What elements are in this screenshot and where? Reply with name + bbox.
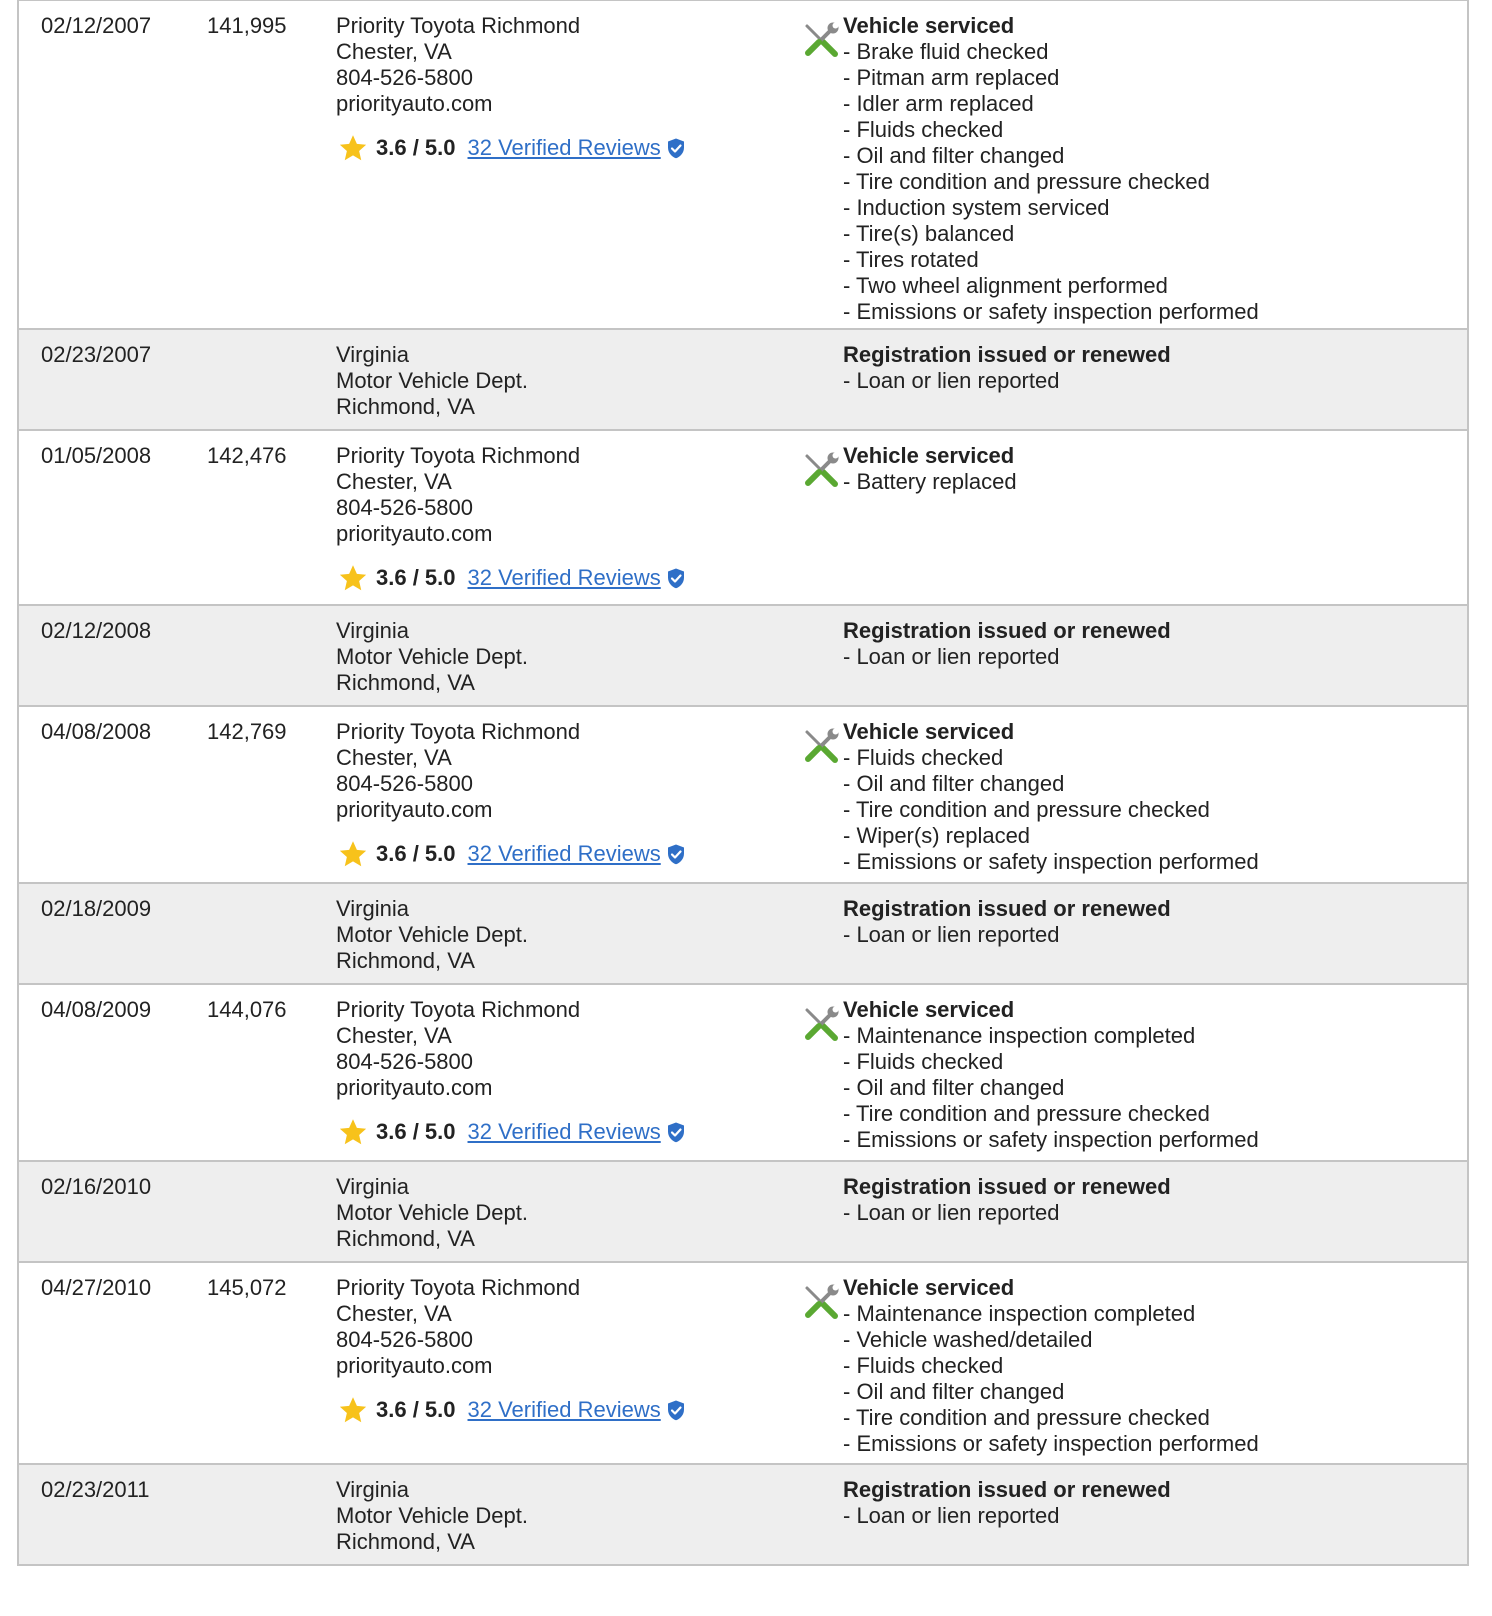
detail-item: - Loan or lien reported — [843, 1503, 1060, 1528]
source-line: priorityauto.com — [336, 91, 493, 116]
record-details — [843, 1275, 1259, 1457]
record-title: Registration issued or renewed — [843, 1477, 1171, 1502]
source-line: 804-526-5800 — [336, 1327, 474, 1352]
record-source — [336, 443, 685, 594]
star-icon — [338, 839, 368, 869]
record-source — [336, 1275, 685, 1426]
star-icon — [338, 563, 368, 593]
record-odometer: 145,072 — [207, 1275, 287, 1300]
record-source — [336, 896, 528, 974]
source-line: Virginia — [336, 1477, 409, 1502]
record-title: Vehicle serviced — [843, 13, 1015, 38]
source-line: Richmond, VA — [336, 670, 475, 695]
detail-item: - Battery replaced — [843, 469, 1017, 494]
source-line: Richmond, VA — [336, 1529, 475, 1554]
detail-item: - Emissions or safety inspection performed — [843, 1431, 1259, 1456]
record-source — [336, 1477, 528, 1555]
service-record — [19, 985, 1467, 1162]
registration-record — [19, 330, 1467, 431]
record-source — [336, 997, 685, 1148]
source-line: Virginia — [336, 618, 409, 643]
rating-score: 3.6 / 5.0 — [376, 841, 456, 866]
service-record — [19, 1263, 1467, 1465]
source-line: Motor Vehicle Dept. — [336, 368, 528, 393]
source-line: priorityauto.com — [336, 797, 493, 822]
service-tools-icon — [802, 1283, 840, 1321]
source-line: Priority Toyota Richmond — [336, 997, 581, 1022]
detail-item: - Tires rotated — [843, 247, 979, 272]
dealer-rating — [336, 838, 685, 870]
verified-reviews-link[interactable]: 32 Verified Reviews — [467, 1119, 661, 1144]
record-date: 04/08/2008 — [41, 719, 152, 744]
source-line: Virginia — [336, 1174, 409, 1199]
source-line: Richmond, VA — [336, 948, 475, 973]
rating-score: 3.6 / 5.0 — [376, 1397, 456, 1422]
verified-shield-icon — [667, 138, 685, 159]
source-line: Motor Vehicle Dept. — [336, 1503, 528, 1528]
service-tools-icon — [802, 727, 840, 765]
record-details — [843, 443, 1017, 495]
record-details — [843, 997, 1259, 1153]
source-line: Motor Vehicle Dept. — [336, 644, 528, 669]
dealer-rating — [336, 1394, 685, 1426]
record-title: Registration issued or renewed — [843, 896, 1171, 921]
detail-item: - Induction system serviced — [843, 195, 1110, 220]
detail-item: - Tire(s) balanced — [843, 221, 1015, 246]
detail-item: - Vehicle washed/detailed — [843, 1327, 1093, 1352]
detail-item: - Fluids checked — [843, 1049, 1004, 1074]
source-line: 804-526-5800 — [336, 65, 474, 90]
record-details — [843, 719, 1259, 875]
record-details — [843, 896, 1171, 948]
detail-item: - Tire condition and pressure checked — [843, 169, 1210, 194]
record-date: 04/08/2009 — [41, 997, 152, 1022]
detail-item: - Idler arm replaced — [843, 91, 1034, 116]
detail-item: - Tire condition and pressure checked — [843, 797, 1210, 822]
service-record — [19, 707, 1467, 884]
record-date: 02/23/2011 — [41, 1477, 150, 1502]
record-odometer: 144,076 — [207, 997, 287, 1022]
verified-shield-icon — [667, 1122, 685, 1143]
source-line: priorityauto.com — [336, 521, 493, 546]
record-date: 02/12/2008 — [41, 618, 152, 643]
source-line: Motor Vehicle Dept. — [336, 1200, 528, 1225]
detail-item: - Loan or lien reported — [843, 368, 1060, 393]
record-odometer: 142,769 — [207, 719, 287, 744]
verified-reviews-link[interactable]: 32 Verified Reviews — [467, 1397, 661, 1422]
detail-item: - Emissions or safety inspection performed — [843, 1127, 1259, 1152]
service-tools-icon — [802, 451, 840, 489]
detail-item: - Oil and filter changed — [843, 1075, 1065, 1100]
record-date: 02/12/2007 — [41, 13, 152, 38]
detail-item: - Brake fluid checked — [843, 39, 1049, 64]
dealer-rating — [336, 132, 685, 164]
source-line: priorityauto.com — [336, 1353, 493, 1378]
rating-score: 3.6 / 5.0 — [376, 1119, 456, 1144]
record-date: 02/16/2010 — [41, 1174, 152, 1199]
record-date: 01/05/2008 — [41, 443, 152, 468]
dealer-rating — [336, 1116, 685, 1148]
detail-item: - Two wheel alignment performed — [843, 273, 1168, 298]
source-line: Richmond, VA — [336, 1226, 475, 1251]
record-date: 04/27/2010 — [41, 1275, 152, 1300]
registration-record — [19, 606, 1467, 707]
service-tools-icon — [802, 1005, 840, 1043]
verified-shield-icon — [667, 844, 685, 865]
star-icon — [338, 1395, 368, 1425]
record-title: Vehicle serviced — [843, 997, 1015, 1022]
source-line: Virginia — [336, 342, 409, 367]
record-title: Vehicle serviced — [843, 443, 1015, 468]
registration-record — [19, 1465, 1467, 1566]
detail-item: - Tire condition and pressure checked — [843, 1405, 1210, 1430]
record-source — [336, 719, 685, 870]
detail-item: - Loan or lien reported — [843, 644, 1060, 669]
registration-record — [19, 1162, 1467, 1263]
source-line: Priority Toyota Richmond — [336, 1275, 581, 1300]
record-details — [843, 1174, 1171, 1226]
record-date: 02/23/2007 — [41, 342, 152, 367]
detail-item: - Oil and filter changed — [843, 771, 1065, 796]
record-title: Vehicle serviced — [843, 719, 1015, 744]
detail-item: - Fluids checked — [843, 1353, 1004, 1378]
source-line: Motor Vehicle Dept. — [336, 922, 528, 947]
detail-item: - Maintenance inspection completed — [843, 1023, 1196, 1048]
detail-item: - Loan or lien reported — [843, 1200, 1060, 1225]
source-line: Priority Toyota Richmond — [336, 13, 581, 38]
record-source — [336, 13, 685, 164]
detail-item: - Loan or lien reported — [843, 922, 1060, 947]
record-details — [843, 13, 1259, 325]
detail-item: - Pitman arm replaced — [843, 65, 1060, 90]
detail-item: - Fluids checked — [843, 745, 1004, 770]
source-line: Chester, VA — [336, 469, 452, 494]
record-odometer: 142,476 — [207, 443, 287, 468]
verified-reviews-link[interactable]: 32 Verified Reviews — [467, 841, 661, 866]
record-title: Registration issued or renewed — [843, 342, 1171, 367]
detail-item: - Emissions or safety inspection performed — [843, 299, 1259, 324]
record-date: 02/18/2009 — [41, 896, 152, 921]
record-source — [336, 618, 528, 696]
record-title: Registration issued or renewed — [843, 1174, 1171, 1199]
verified-reviews-link[interactable]: 32 Verified Reviews — [467, 135, 661, 160]
record-details — [843, 618, 1171, 670]
source-line: Virginia — [336, 896, 409, 921]
star-icon — [338, 133, 368, 163]
record-title: Registration issued or renewed — [843, 618, 1171, 643]
detail-item: - Maintenance inspection completed — [843, 1301, 1196, 1326]
source-line: 804-526-5800 — [336, 1049, 474, 1074]
verified-shield-icon — [667, 1400, 685, 1421]
vehicle-history-table — [17, 0, 1469, 1566]
record-details — [843, 342, 1171, 394]
record-details — [843, 1477, 1171, 1529]
source-line: 804-526-5800 — [336, 771, 474, 796]
source-line: Richmond, VA — [336, 394, 475, 419]
registration-record — [19, 884, 1467, 985]
detail-item: - Oil and filter changed — [843, 143, 1065, 168]
source-line: Chester, VA — [336, 1023, 452, 1048]
service-record — [19, 431, 1467, 606]
detail-item: - Emissions or safety inspection performed — [843, 849, 1259, 874]
source-line: Priority Toyota Richmond — [336, 443, 581, 468]
source-line: Chester, VA — [336, 1301, 452, 1326]
record-title: Vehicle serviced — [843, 1275, 1015, 1300]
source-line: Priority Toyota Richmond — [336, 719, 581, 744]
rating-score: 3.6 / 5.0 — [376, 135, 456, 160]
record-source — [336, 342, 528, 420]
verified-shield-icon — [667, 568, 685, 589]
service-record — [19, 1, 1467, 330]
record-source — [336, 1174, 528, 1252]
verified-reviews-link[interactable]: 32 Verified Reviews — [467, 565, 661, 590]
detail-item: - Tire condition and pressure checked — [843, 1101, 1210, 1126]
service-tools-icon — [802, 21, 840, 59]
detail-item: - Oil and filter changed — [843, 1379, 1065, 1404]
source-line: Chester, VA — [336, 745, 452, 770]
dealer-rating — [336, 562, 685, 594]
star-icon — [338, 1117, 368, 1147]
source-line: Chester, VA — [336, 39, 452, 64]
source-line: priorityauto.com — [336, 1075, 493, 1100]
source-line: 804-526-5800 — [336, 495, 474, 520]
detail-item: - Fluids checked — [843, 117, 1004, 142]
rating-score: 3.6 / 5.0 — [376, 565, 456, 590]
detail-item: - Wiper(s) replaced — [843, 823, 1031, 848]
record-odometer: 141,995 — [207, 13, 287, 38]
